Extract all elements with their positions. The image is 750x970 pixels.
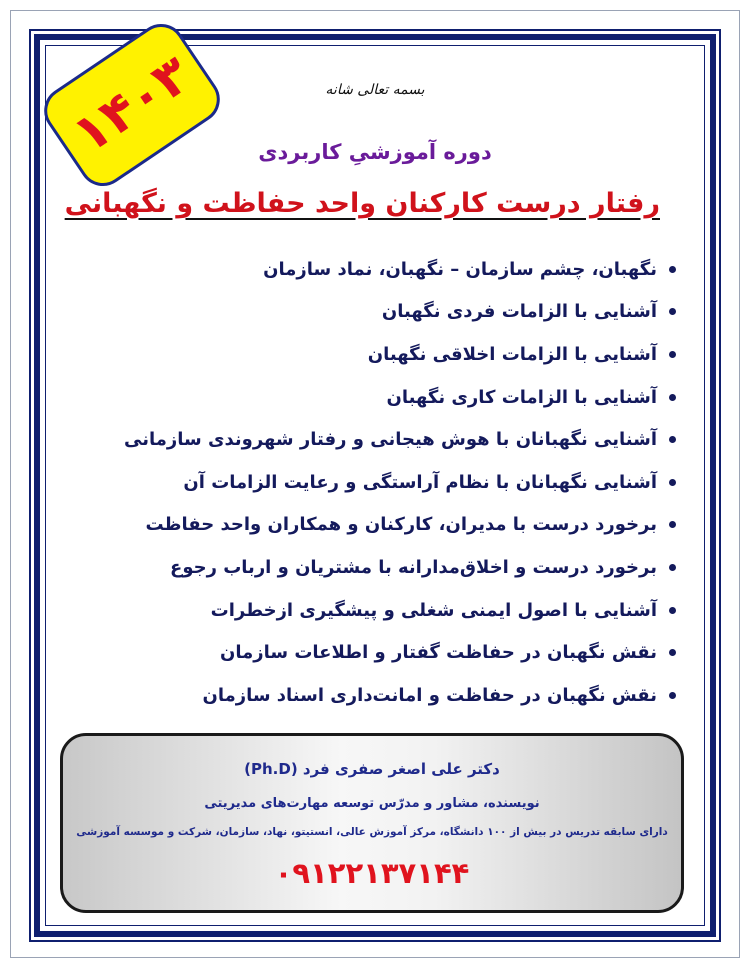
bullet-icon (669, 521, 676, 528)
topic-item (90, 418, 676, 461)
instructor-experience: دارای سابقه تدریس در بیش از ۱۰۰ دانشگاه، مرکز آموزش عالی، انستیتو، نهاد، سازمان، شرکت و موسسه آموزشی (76, 826, 668, 838)
topic-text: آشنایی نگهبانان با نظام آراستگی و رعایت الزامات آن (183, 471, 657, 493)
topic-text: برخورد درست و اخلاق‌مدارانه با مشتریان و ارباب رجوع (170, 556, 657, 578)
topic-item (90, 546, 676, 589)
topic-list (90, 248, 676, 717)
topic-item (90, 333, 676, 376)
course-title: رفتار درست کارکنان واحد حفاظت و نگهبانی (64, 188, 660, 219)
bullet-icon (669, 692, 676, 699)
topic-text: آشنایی با الزامات کاری نگهبان (386, 386, 657, 408)
instructor-role: نویسنده، مشاور و مدرّس توسعه مهارت‌های مدیریتی (204, 796, 540, 811)
bullet-icon (669, 649, 676, 656)
topic-item (90, 248, 676, 291)
topic-text: نقش نگهبان در حفاظت و امانت‌داری اسناد سازمان (202, 684, 657, 706)
topic-text: آشنایی با الزامات فردی نگهبان (381, 301, 657, 323)
bullet-icon (669, 479, 676, 486)
instructor-info-box (60, 733, 684, 913)
topic-text: نقش نگهبان در حفاظت گفتار و اطلاعات سازمان (219, 642, 657, 664)
bullet-icon (669, 436, 676, 443)
bullet-icon (669, 351, 676, 358)
topic-item (90, 461, 676, 504)
bismillah-heading: بسمه تعالی شانه (325, 82, 425, 98)
topic-item (90, 504, 676, 547)
topic-text: برخورد درست با مدیران، کارکنان و همکاران واحد حفاظت (145, 514, 657, 536)
topic-text: آشنایی با الزامات اخلاقی نگهبان (367, 343, 657, 365)
bullet-icon (669, 308, 676, 315)
bullet-icon (669, 607, 676, 614)
year-badge-text: ۱۴۰۳ (62, 44, 202, 166)
topic-item (90, 291, 676, 334)
bullet-icon (669, 394, 676, 401)
instructor-name: دکتر علی اصغر صفری فرد (Ph.D) (244, 760, 500, 778)
topic-text: آشنایی نگهبانان با هوش هیجانی و رفتار شهروندی سازمانی (124, 429, 657, 451)
topic-item (90, 631, 676, 674)
topic-item (90, 589, 676, 632)
topic-text: آشنایی با اصول ایمنی شغلی و پیشگیری ازخطرات (210, 599, 657, 621)
course-subtitle: دوره آموزشیِ کاربردی (258, 140, 492, 164)
contact-phone: ۰۹۱۲۲۱۳۷۱۴۴ (274, 856, 470, 890)
topic-text: نگهبان، چشم سازمان – نگهبان، نماد سازمان (263, 258, 657, 280)
bullet-icon (669, 266, 676, 273)
topic-item (90, 376, 676, 419)
topic-item (90, 674, 676, 717)
bullet-icon (669, 564, 676, 571)
